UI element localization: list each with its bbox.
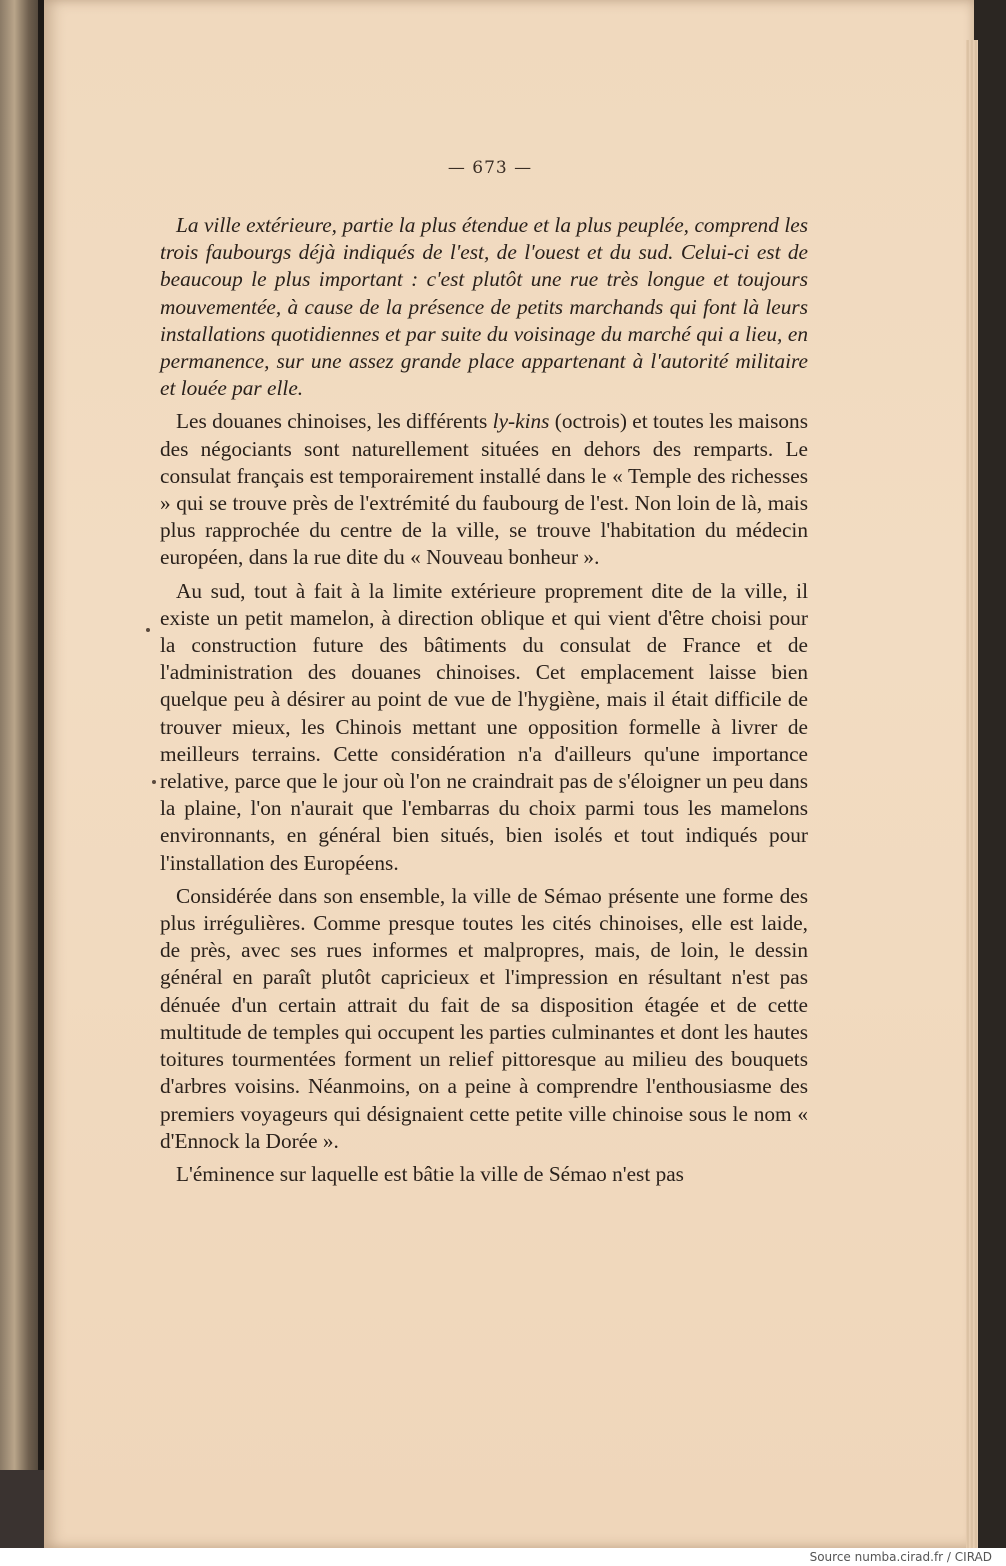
page-number: — 673 — [447,158,533,178]
paragraph: Au sud, tout à fait à la limite extérieure proprement dite de la ville, il existe un petit mamelon, à direction oblique et qui vient d'être choisi pour la construction future des bâtiments du consulat de France et de l'administration des douanes chinoises. Cet emplacement laisse bien quelque peu à désirer au point de vue de l'hygiène, mais il était difficile de trouver mieux, les Chinois mettant une opposition formelle à livrer de meilleurs terrains. Cette considération n'a d'ailleurs qu'une importance relative, parce que le jour où l'on ne craindrait pas de s'éloigner un peu dans la plaine, l'on n'aurait que l'embarras du choix parmi tous les mamelons environnants, en général bien situés, bien isolés et tout indiqués pour l'installation des Européens. [160,578,808,875]
ink-speck [146,628,150,632]
paragraph: Les douanes chinoises, les différents ly-kins (octrois) et toutes les maisons des négociants sont naturellement situées en dehors des remparts. Le consulat français est temporairement installé dans le « Temple des richesses » qui se trouve près de l'extrémité du faubourg de l'est. Non loin de là, mais plus rapprochée du centre de la ville, se trouve l'habitation du médecin européen, dans la rue dite du « Nouveau bonheur ». [160,409,808,570]
paragraph: L'éminence sur laquelle est bâtie la ville de Sémao n'est pas [176,1161,684,1186]
paragraph: Considérée dans son ensemble, la ville de Sémao présente une forme des plus irrégulières. Comme presque toutes les cités chinoises, elle est laide, de près, avec ses rues informes et malpropres, mais, de loin, le dessin général en paraît plutôt capricieux et l'impression en résultant n'est pas dénuée d'un certain attrait du fait de sa disposition étagée et de cette multitude de temples qui occupent les parties culminantes et dont les hautes toitures tourmentées forment un relief pittoresque au milieu des bouquets d'arbres voisins. Néanmoins, on a peine à comprendre l'enthousiasme des premiers voyageurs qui désignaient cette petite ville chinoise sous le nom « d'Ennock la Dorée ». [160,883,808,1153]
paragraph: La ville extérieure, partie la plus étendue et la plus peuplée, comprend les trois faubourgs déjà indiqués de l'est, de l'ouest et du sud. Celui-ci est de beaucoup le plus important : c'est plutôt une rue très longue et toujours mouvementée, à cause de la présence de petits marchands qui font là leurs installations quotidiennes et par suite du voisinage du marché qui a lieu, en permanence, sur une assez grande place appartenant à l'autorité militaire et louée par elle. [160,213,808,401]
italic-term: ly-kins [492,409,550,434]
source-credit: Source numba.cirad.fr / CIRAD [809,1550,992,1564]
page-body [160,212,808,1194]
book-binding-edge [0,0,48,1548]
scan-backdrop-right [978,0,1006,1548]
page-stack-edge [966,40,978,1548]
ink-speck [152,780,156,784]
bookmark-tab [0,1470,44,1548]
